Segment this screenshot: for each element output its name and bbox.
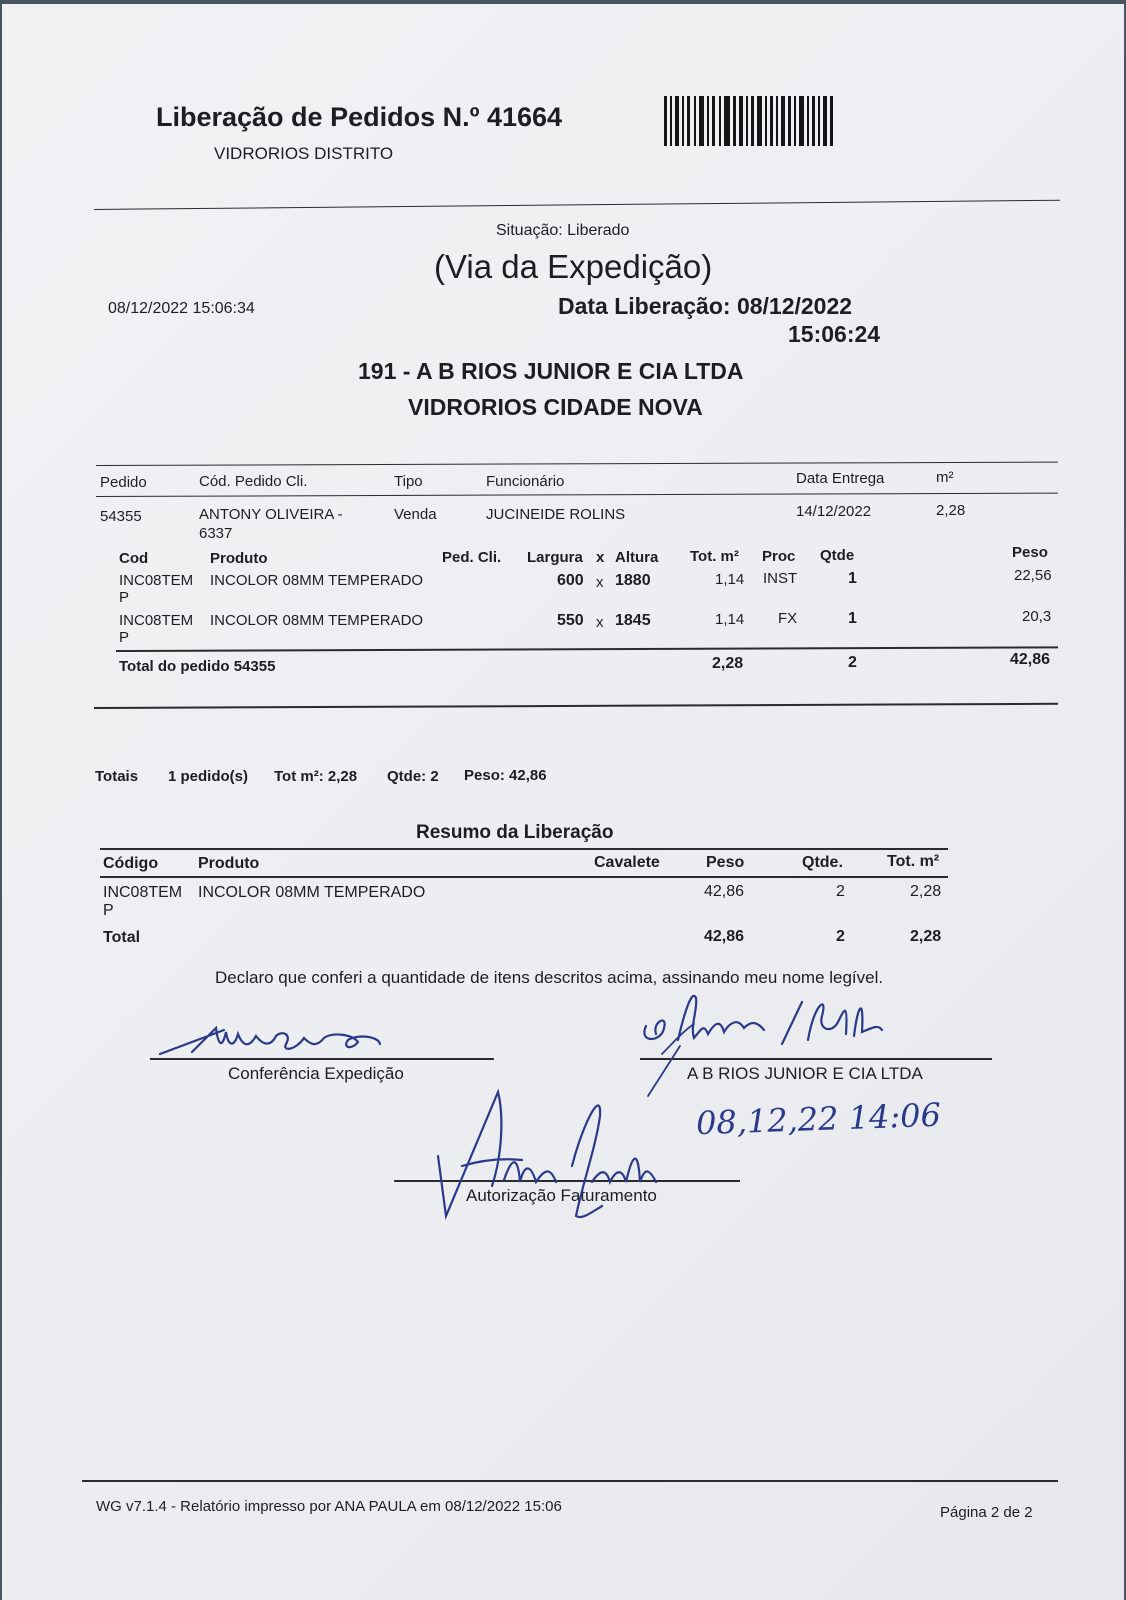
totals-pedidos: 1 pedido(s) (168, 768, 249, 785)
order-pedido-value: 54355 (100, 508, 142, 525)
summary-header-qtde: Qtde. (802, 854, 843, 871)
item-cod: INC08TEM (119, 612, 194, 629)
item-proc: FX (778, 610, 798, 627)
barcode-icon (664, 92, 836, 148)
summary-top-rule (100, 848, 948, 850)
order-total-m2: 2,28 (712, 655, 744, 672)
document-page (2, 4, 1124, 1600)
item-proc: INST (763, 570, 798, 587)
order-header-funcionario: Funcionário (486, 473, 565, 490)
totals-peso: Peso: 42,86 (464, 767, 547, 784)
item-produto: INCOLOR 08MM TEMPERADO (210, 572, 424, 589)
summary-peso: 42,86 (704, 883, 745, 900)
order-cod-pedido-cli-value: ANTONY OLIVEIRA - (199, 506, 343, 523)
summary-total-peso: 42,86 (704, 928, 745, 945)
conferencia-signature (152, 1014, 392, 1064)
item-qtde: 1 (848, 570, 857, 587)
autorizacao-label: Autorização Faturamento (466, 1186, 657, 1205)
items-header-cod: Cod (119, 550, 149, 567)
summary-total-qtde: 2 (836, 928, 845, 945)
summary-codigo: INC08TEM (103, 884, 183, 901)
order-tipo-value: Venda (394, 506, 437, 523)
items-header-produto: Produto (210, 550, 268, 567)
items-header-altura: Altura (615, 549, 659, 566)
item-x: x (596, 614, 604, 631)
order-data-entrega-value: 14/12/2022 (796, 503, 872, 520)
order-total-peso: 42,86 (1010, 651, 1051, 668)
client-signature-label: A B RIOS JUNIOR E CIA LTDA (687, 1064, 923, 1083)
item-x: x (596, 574, 604, 591)
header-divider (94, 200, 1060, 210)
items-header-largura: Largura (527, 549, 583, 566)
item-cod: INC08TEM (119, 572, 194, 589)
item-largura: 550 (557, 612, 584, 629)
item-peso: 22,56 (1014, 567, 1052, 584)
totals-tot-m2: Tot m²: 2,28 (274, 768, 358, 785)
items-header-peso: Peso (1012, 544, 1048, 561)
item-altura: 1845 (615, 612, 651, 629)
order-header-rule (96, 493, 1058, 497)
items-header-ped-cli: Ped. Cli. (442, 549, 502, 566)
order-m2-value: 2,28 (936, 502, 966, 519)
items-header-qtde: Qtde (820, 547, 855, 564)
item-qtde: 1 (848, 610, 857, 627)
items-header-proc: Proc (762, 548, 796, 565)
footer-rule (82, 1480, 1058, 1482)
declaration-text: Declaro que conferi a quantidade de itens descritos acima, assinando meu nome legível. (215, 968, 884, 987)
order-header-data-entrega: Data Entrega (796, 470, 885, 487)
item-peso: 20,3 (1022, 608, 1052, 625)
items-header-x: x (596, 549, 605, 566)
copy-label: (Via da Expedição) (434, 248, 713, 285)
item-cod-cont: P (119, 589, 130, 606)
item-cod-cont: P (119, 629, 130, 646)
autorizacao-signature (432, 1086, 682, 1226)
summary-total-label: Total (103, 929, 141, 946)
order-bottom-rule (94, 703, 1058, 709)
summary-header-tot-m2: Tot. m² (887, 853, 940, 870)
totals-label: Totais (95, 768, 139, 785)
handwritten-date: 08,12,22 14:06 (695, 1095, 942, 1143)
order-total-label: Total do pedido 54355 (119, 658, 276, 675)
summary-codigo-cont: P (103, 902, 114, 919)
order-funcionario-value: JUCINEIDE ROLINS (486, 506, 626, 523)
item-altura: 1880 (615, 572, 651, 589)
item-largura: 600 (557, 572, 584, 589)
release-date: Data Liberação: 08/12/2022 (558, 293, 853, 319)
footer-page-number: Página 2 de 2 (940, 1504, 1033, 1521)
situation-label: Situação: Liberado (496, 222, 630, 239)
summary-header-codigo: Código (103, 855, 159, 872)
client-name: 191 - A B RIOS JUNIOR E CIA LTDA (358, 358, 744, 384)
summary-tot-m2: 2,28 (910, 883, 942, 900)
item-tot-m2: 1,14 (715, 611, 745, 628)
client-store: VIDRORIOS CIDADE NOVA (408, 394, 703, 420)
footer-printed-by: WG v7.1.4 - Relatório impresso por ANA PAULA em 08/12/2022 15:06 (96, 1498, 562, 1515)
document-title: Liberação de Pedidos N.º 41664 (156, 102, 563, 132)
order-total-qtde: 2 (848, 654, 857, 671)
summary-header-rule (100, 876, 948, 878)
item-produto: INCOLOR 08MM TEMPERADO (210, 612, 424, 629)
item-tot-m2: 1,14 (715, 571, 745, 588)
summary-header-peso: Peso (706, 854, 745, 871)
order-header-tipo: Tipo (394, 473, 423, 490)
summary-qtde: 2 (836, 883, 845, 900)
order-header-pedido: Pedido (100, 474, 147, 491)
order-header-cod-pedido-cli: Cód. Pedido Cli. (199, 473, 308, 490)
release-time: 15:06:24 (788, 321, 881, 347)
summary-header-produto: Produto (198, 855, 260, 872)
summary-title: Resumo da Liberação (416, 822, 614, 843)
totals-qtde: Qtde: 2 (387, 768, 439, 785)
order-table-top-rule (96, 462, 1058, 466)
summary-total-tot-m2: 2,28 (910, 928, 942, 945)
company-name: VIDRORIOS DISTRITO (214, 144, 394, 163)
printed-timestamp: 08/12/2022 15:06:34 (108, 300, 255, 317)
items-total-rule (116, 646, 1058, 652)
items-header-tot-m2: Tot. m² (690, 548, 739, 565)
order-cod-pedido-cli-value-cont: 6337 (199, 525, 233, 542)
summary-produto: INCOLOR 08MM TEMPERADO (198, 884, 426, 901)
summary-header-cavalete: Cavalete (594, 854, 660, 871)
conferencia-label: Conferência Expedição (228, 1064, 404, 1083)
order-header-m2: m² (936, 469, 954, 486)
